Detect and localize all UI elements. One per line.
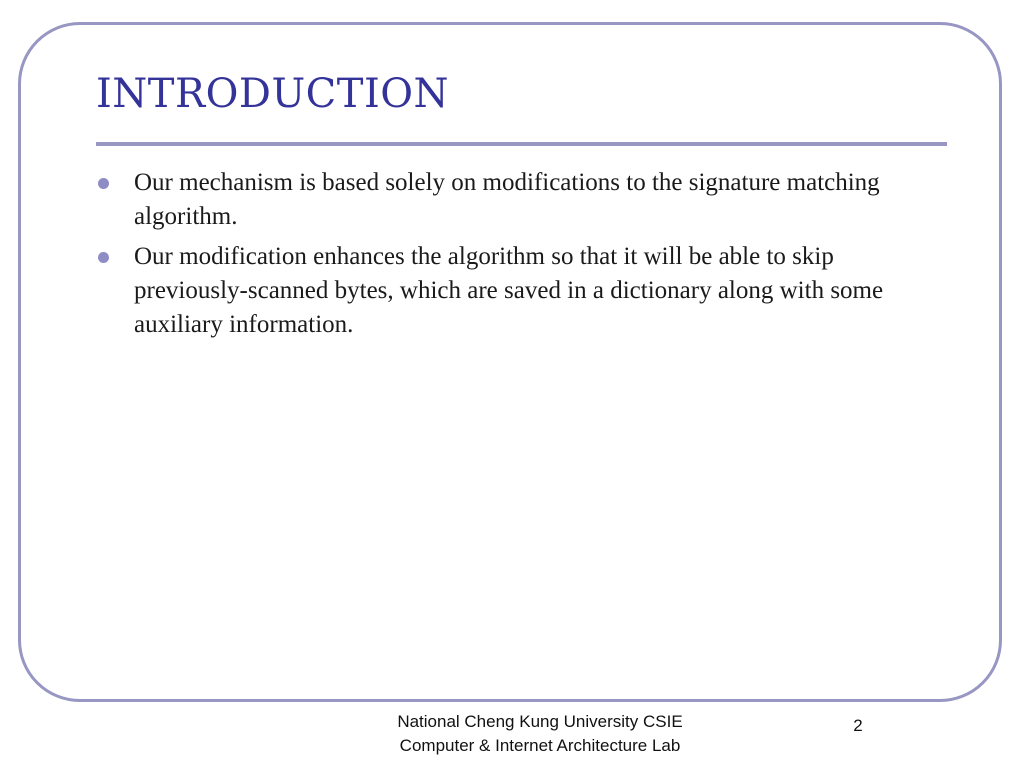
bullet-text: Our mechanism is based solely on modifications to the signature matching algorithm. xyxy=(134,169,880,230)
footer-line-lab: Computer & Internet Architecture Lab xyxy=(399,736,681,755)
footer-institution xyxy=(340,710,740,758)
bullet-item xyxy=(96,240,942,342)
bullet-dot-icon xyxy=(98,178,109,189)
footer-line-university: National Cheng Kung University CSIE xyxy=(397,712,683,731)
slide-title: INTRODUCTION xyxy=(96,71,450,117)
bullet-text: Our modification enhances the algorithm so that it will be able to skip previously-scanned bytes, which are saved in a dictionary along with some auxiliary information. xyxy=(134,243,884,338)
bullet-dot-icon xyxy=(98,252,109,263)
title-divider xyxy=(96,142,947,146)
page-number: 2 xyxy=(853,716,863,735)
bullet-item xyxy=(96,166,942,234)
bullet-list xyxy=(96,166,942,348)
slide-frame xyxy=(18,22,1002,702)
